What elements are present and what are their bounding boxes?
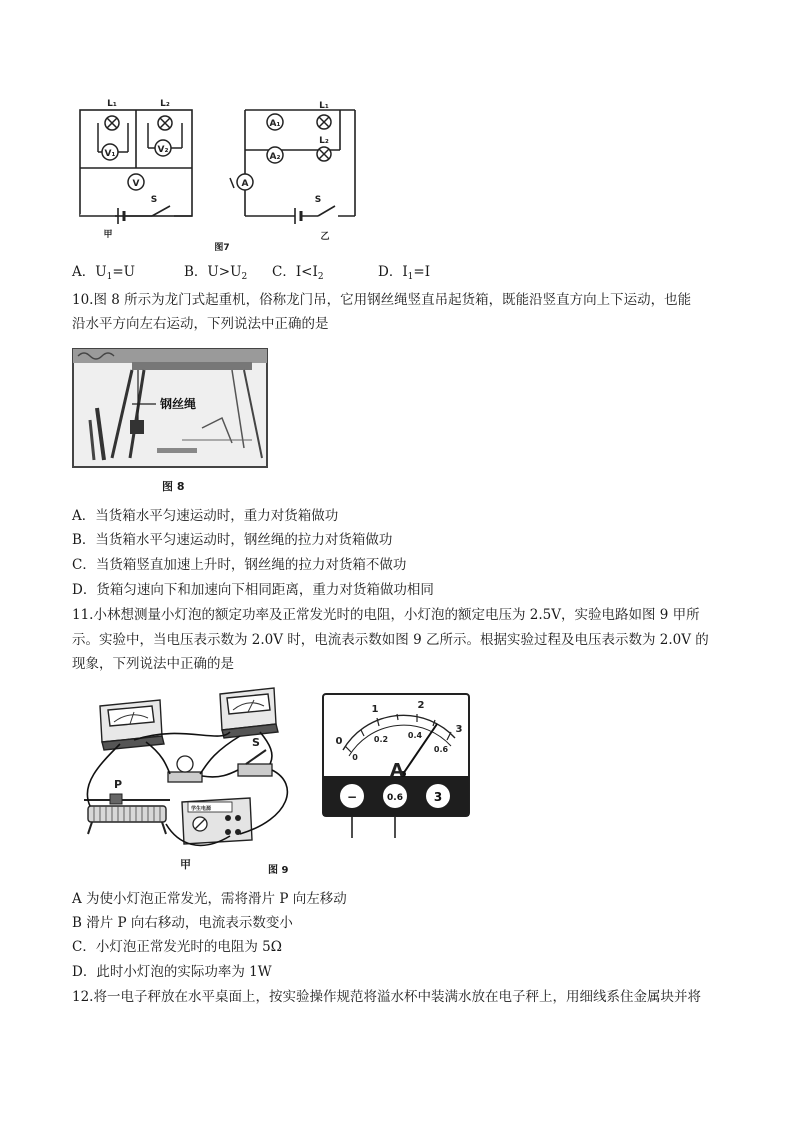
power-supply-label: 学生电源: [191, 806, 212, 812]
label-jia: 甲: [103, 230, 113, 240]
photo-label-wire-rope: 钢丝绳: [160, 397, 197, 411]
label-L1-left: L₁: [107, 99, 117, 109]
q11-option-b: B 滑片 P 向右移动，电流表示数变小: [72, 915, 293, 931]
label-V2: V₂: [157, 145, 169, 155]
label-A1: A₁: [269, 119, 281, 129]
q11-stem-line1: 11.小林想测量小灯泡的额定功率及正常发光时的电阻，小灯泡的额定电压为 2.5V，实验电路如图 9 甲所: [72, 607, 700, 623]
ammeter-upper-tick-3: 3: [455, 724, 463, 735]
q11-option-c: C．小灯泡正常发光时的电阻为 5Ω: [72, 939, 282, 955]
figure-8-caption: 图 8: [162, 480, 185, 493]
label-V1: V₁: [104, 149, 116, 159]
q10-option-c: C．当货箱竖直加速上升时，钢丝绳的拉力对货箱不做功: [72, 557, 407, 573]
label-V: V: [132, 179, 140, 189]
q10-stem-line2: 沿水平方向左右运动，下列说法中正确的是: [72, 316, 329, 332]
q9-option-c: C．$I<I_2$: [272, 264, 324, 282]
ammeter-lower-tick-2: 0.4: [407, 731, 423, 740]
label-S: S: [252, 736, 260, 749]
ammeter-upper-tick-2: 2: [417, 700, 425, 711]
figure-7-caption: 图7: [214, 243, 230, 253]
terminal-0-6: 0.6: [387, 793, 403, 803]
q9-option-b: B．$U>U_2$: [184, 264, 248, 282]
q11-stem-line3: 现象，下列说法中正确的是: [72, 656, 234, 672]
ammeter-lower-tick-3: 0.6: [433, 745, 449, 754]
q12-stem-line1: 12.将一电子秤放在水平桌面上，按实验操作规范将溢水杯中装满水放在电子秤上，用细线系住金属块并将: [72, 989, 701, 1005]
ammeter-upper-tick-0: 0: [335, 736, 343, 747]
ammeter-lower-tick-0: 0: [352, 753, 358, 762]
q11-option-d: D．此时小灯泡的实际功率为 1W: [72, 964, 272, 980]
terminal-3: 3: [433, 790, 443, 804]
figure-9-caption: 图 9: [268, 865, 289, 876]
label-S-right: S: [314, 195, 322, 205]
q9-option-a: A．$U_1=U$: [72, 264, 136, 282]
label-L2-right: L₂: [319, 136, 329, 146]
figure-9-experiment-circuit: [70, 684, 320, 874]
label-L2-left: L₂: [160, 99, 170, 109]
figure-9-ammeter: [315, 690, 475, 840]
label-A2: A₂: [269, 152, 281, 162]
q11-option-a: A 为使小灯泡正常发光，需将滑片 P 向左移动: [72, 891, 347, 907]
label-yi: 乙: [320, 232, 330, 242]
ammeter-lower-tick-1: 0.2: [373, 735, 389, 744]
label-A: A: [241, 179, 249, 189]
label-L1-right: L₁: [319, 101, 329, 111]
q10-option-d: D．货箱匀速向下和加速向下相同距离，重力对货箱做功相同: [72, 582, 434, 598]
q10-stem-line1: 10.图 8 所示为龙门式起重机，俗称龙门吊，它用钢丝绳竖直吊起货箱，既能沿竖直方向上下运动，也能: [72, 292, 692, 308]
ammeter-upper-tick-1: 1: [371, 704, 379, 715]
q11-stem-line2: 示。实验中，当电压表示数为 2.0V 时，电流表示数如图 9 乙所示。根据实验过程及电压表示数为 2.0V 的: [72, 632, 709, 648]
terminal-negative: −: [346, 790, 358, 804]
label-S-left: S: [150, 195, 158, 205]
figure-8-crane-photo: [72, 348, 268, 468]
q10-option-b: B．当货箱水平匀速运动时，钢丝绳的拉力对货箱做功: [72, 532, 393, 548]
q10-option-a: A．当货箱水平匀速运动时，重力对货箱做功: [72, 508, 339, 524]
label-jia-fig9: 甲: [180, 858, 191, 871]
ammeter-unit: A: [390, 760, 404, 781]
figure-7-circuits: [70, 92, 370, 257]
label-P: P: [114, 778, 123, 791]
q9-option-d: D．$I_1=I$: [378, 264, 431, 282]
